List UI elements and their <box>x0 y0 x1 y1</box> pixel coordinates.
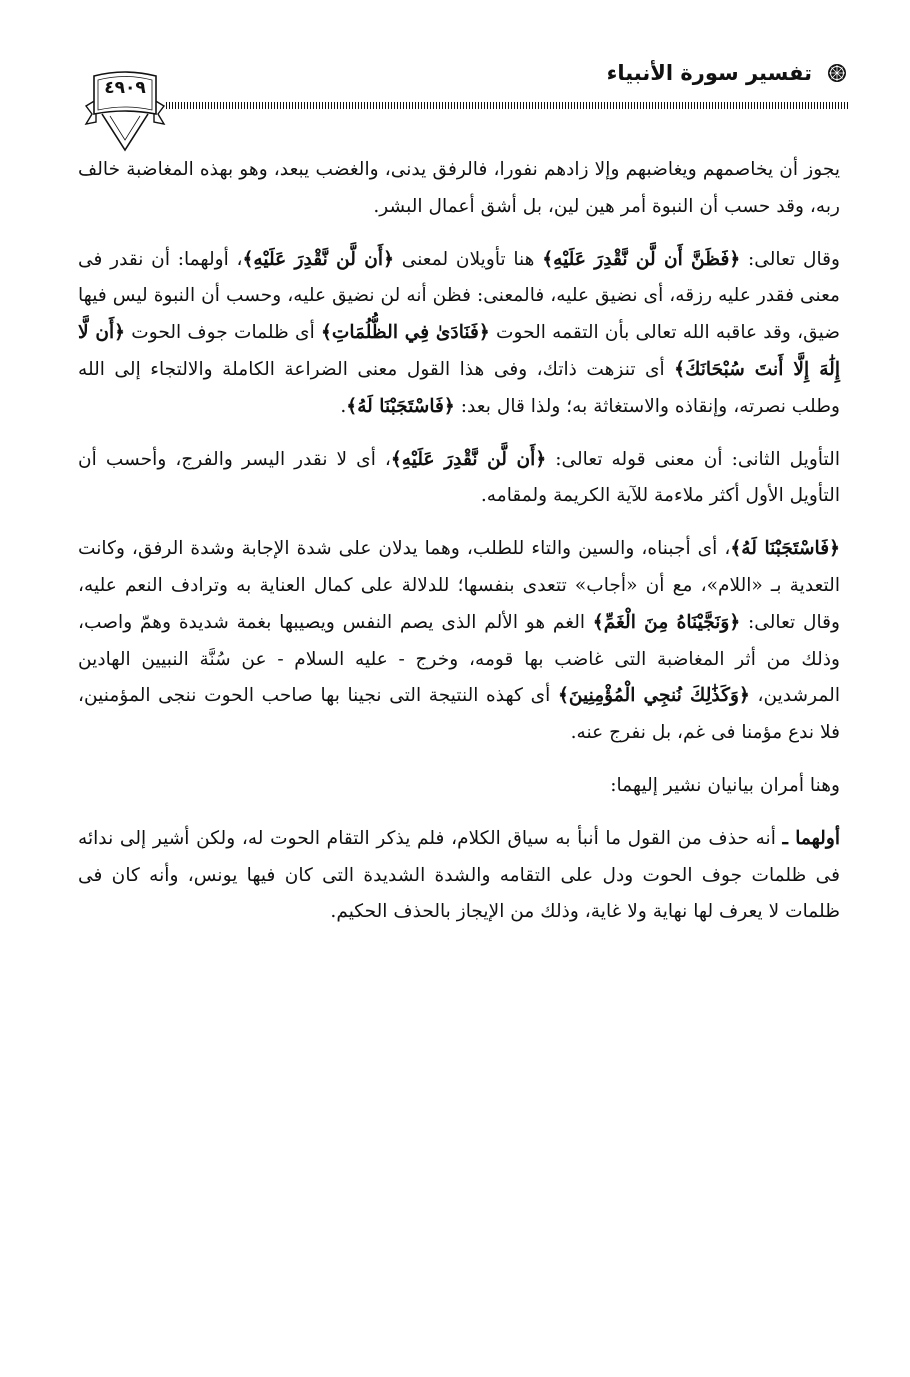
p4-quran-1: ﴿فَاسْتَجَبْنَا لَهُ﴾ <box>730 538 841 560</box>
flower-ornament-icon <box>826 62 848 84</box>
paragraph-5-text: وهنا أمران بيانيان نشير إليهما: <box>610 774 840 796</box>
p3-text-2: ، أى لا نقدر اليسر والفرج، وأحسب أن التأويل الأول أكثر ملاءمة للآية الكريمة ولمقامه. <box>78 448 840 507</box>
p2-text-4: أى ظلمات جوف الحوت <box>125 322 321 344</box>
p4-quran-2: ﴿وَنَجَّيْنَاهُ مِنَ الْغَمِّ﴾ <box>592 611 741 633</box>
p2-quran-4: ﴿أَن لَّا إِلَٰهَ إِلَّا أَنتَ سُبْحَانَكَ﴾ <box>78 322 841 380</box>
p2-quran-3: ﴿فَنَادَىٰ فِي الظُّلُمَاتِ﴾ <box>320 322 490 344</box>
header-rule <box>166 102 848 109</box>
p2-quran-2: ﴿أَن لَّن نَّقْدِرَ عَلَيْهِ﴾ <box>242 248 394 270</box>
p2-quran-1: ﴿فَظَنَّ أَن لَّن نَّقْدِرَ عَلَيْهِ﴾ <box>542 248 741 270</box>
p2-quran-5: ﴿فَاسْتَجَبْنَا لَهُ﴾ <box>346 395 455 417</box>
ribbon-badge-icon <box>84 62 166 154</box>
page-body <box>78 152 840 947</box>
p4-text-2: الغم هو الألم الذى يصم النفس ويصيبها بغمة شديدة وهمّ واصب، وذلك من أثر المغاضبة التى غاضب بها قومه، وخرج - عليه السلام - عن سُنَّة النبيين الهادين المرشدين، <box>78 611 840 707</box>
page-number: ٤٩٠٩ <box>104 78 146 98</box>
p6-text-1: أنه حذف من القول ما أنبأ به سياق الكلام، فلم يذكر التقام الحوت له، ولكن أشير إلى ندائه فى ظلمات جوف الحوت ودل على التقامه والشدة الشديدة التى كان فيها يونس، وأنه كان فى ظلمات لا يعرف لها نهاية ولا غاية، وذلك من الإيجاز بالحذف الحكيم. <box>78 827 840 923</box>
paragraph-2 <box>78 242 840 426</box>
p2-text-1: وقال تعالى: <box>740 248 840 270</box>
paragraph-4 <box>78 531 840 752</box>
running-title: تفسير سورة الأنبياء <box>606 61 812 85</box>
p4-text-1: ، أى أجبناه، والسين والتاء للطلب، وهما يدلان على شدة الإجابة وشدة الرفق، وكانت التعدية بـ «اللام»، مع أن «أجاب» تتعدى بنفسها؛ للدلالة على كمال العناية به وترادف النعم عليه، وقال تعالى: <box>78 538 841 633</box>
paragraph-6 <box>78 821 840 931</box>
p4-text-3: أى كهذه النتيجة التى نجينا بها صاحب الحوت ننجى المؤمنين، فلا ندع مؤمنا فى غم، بل نفرج عنه. <box>78 685 840 744</box>
paragraph-1-text: يجوز أن يخاصمهم ويغاضبهم وإلا زادهم نفورا، فالرفق يدنى، والغضب يبعد، وهو بهذه المغاضبة خالف ربه، وقد حسب أن النبوة أمر هين لين، بل أشق أعمال البشر. <box>78 159 840 217</box>
page-number-badge <box>84 62 166 154</box>
p2-text-2: هنا تأويلان لمعنى <box>393 248 543 270</box>
paragraph-1 <box>78 152 840 226</box>
p4-quran-3: ﴿وَكَذَٰلِكَ نُنجِي الْمُؤْمِنِينَ﴾ <box>557 685 750 707</box>
p2-text-3: ، أولهما: أن نقدر فى معنى فقدر عليه رزقه، أى نضيق عليه، فالمعنى: فظن أنه لن نضيق عليه، وحسب أن النبوة ليس فيها ضيق، وقد عاقبه الله تعالى بأن التقمه الحوت <box>78 248 840 344</box>
p2-text-5: أى تنزهت ذاتك، وفى هذا القول معنى الضراعة الكاملة والالتجاء إلى الله وطلب نصرته، وإنقاذه والاستغاثة به؛ ولذا قال بعد: <box>78 358 840 417</box>
p2-text-6: . <box>340 395 347 417</box>
paragraph-3 <box>78 442 840 516</box>
p3-text-1: التأويل الثانى: أن معنى قوله تعالى: <box>546 448 840 470</box>
paragraph-5 <box>78 768 840 805</box>
p6-lead: أولهما ـ <box>782 827 840 849</box>
p3-quran-1: ﴿أَن لَّن نَّقْدِرَ عَلَيْهِ﴾ <box>390 448 547 470</box>
page-header <box>70 52 848 152</box>
